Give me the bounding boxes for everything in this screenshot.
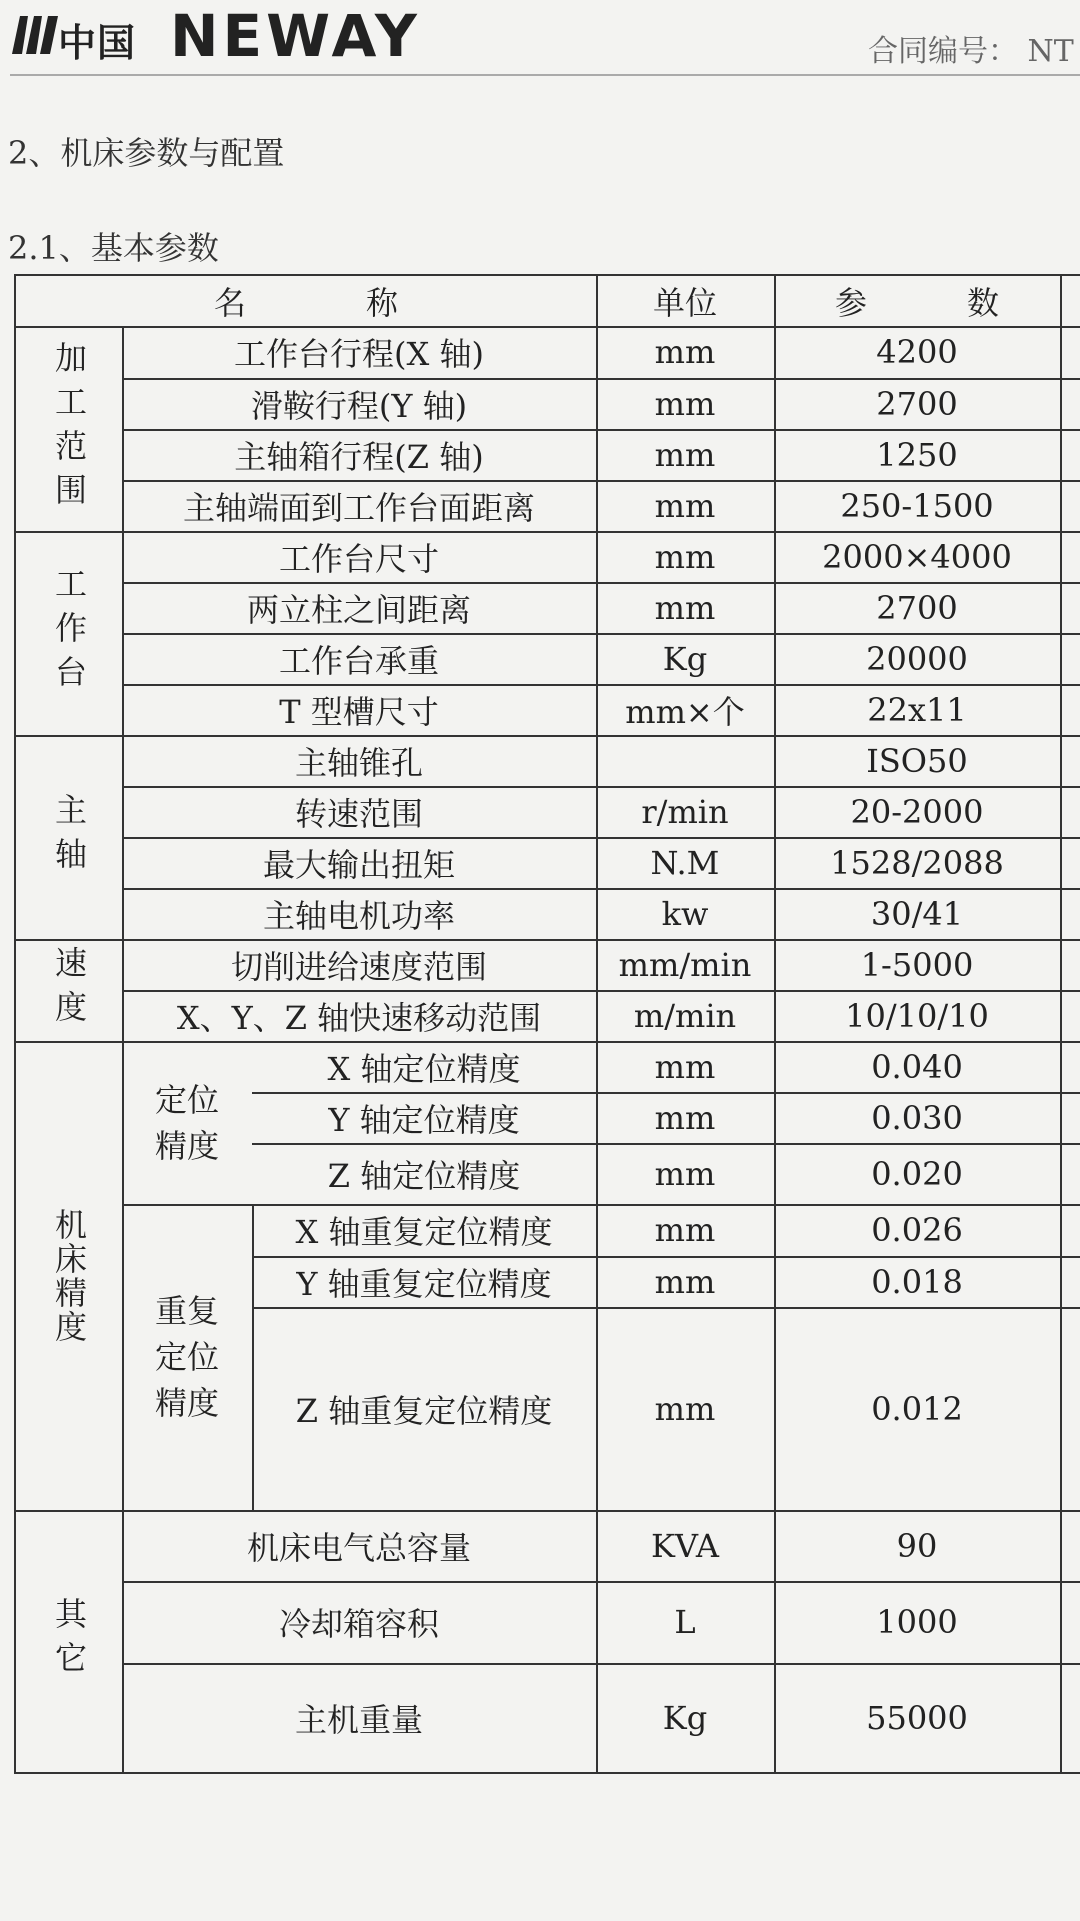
header-divider [10,74,1080,76]
row-unit: mm [654,1047,716,1086]
row-value: 90 [896,1526,938,1565]
subgroup-label: 重复 定位 精度 [154,1292,219,1422]
row-name: Z 轴定位精度 [327,1156,521,1195]
row-value: 1528/2088 [830,843,1004,882]
group-label: 其它 [50,1597,88,1685]
neway-logo-icon [12,14,60,56]
row-name: 工作台承重 [278,641,439,680]
subgroup-label: 定位 精度 [154,1080,219,1165]
group-label: 机床精度 [50,1207,88,1344]
row-value: 55000 [866,1698,968,1737]
row-value: 1250 [876,435,958,474]
row-name: Y 轴重复定位精度 [296,1264,552,1303]
row-name: 主轴电机功率 [262,896,455,935]
header-unit: 单位 [652,284,717,322]
row-value: 22x11 [867,690,967,729]
header-param: 参 数 [834,284,1000,322]
row-name: 机床电气总容量 [246,1528,471,1567]
row-name: Y 轴定位精度 [328,1100,520,1139]
row-value: ISO50 [866,741,968,780]
row-value: 30/41 [870,894,964,933]
row-value: 20-2000 [850,792,984,831]
row-name: Z 轴重复定位精度 [295,1391,553,1430]
row-name: 两立柱之间距离 [246,590,471,629]
row-value: 2700 [876,588,958,627]
row-name: 工作台尺寸 [278,539,439,578]
row-unit: mm [654,435,716,474]
row-name: X 轴定位精度 [327,1049,521,1088]
row-unit: mm×个 [625,692,745,731]
row-unit: r/min [641,792,729,831]
row-name: 冷却箱容积 [278,1605,439,1643]
row-unit: mm [654,384,716,423]
row-value: 0.040 [871,1047,963,1086]
row-name: 最大输出扭矩 [262,845,455,884]
group-label: 主轴 [50,793,88,881]
row-name: 主轴端面到工作台面距离 [182,488,535,527]
row-name: X 轴重复定位精度 [295,1213,553,1251]
row-name: 转速范围 [294,794,423,833]
group-label: 工作台 [50,567,88,699]
row-unit: Kg [662,1698,708,1737]
row-unit [596,735,774,786]
row-value: 250-1500 [840,486,994,525]
row-value: 1000 [876,1603,958,1641]
row-unit: mm/min [618,945,752,984]
group-label: 速度 [50,946,88,1034]
logo-chinese-text: 中国 [58,21,137,65]
row-value: 0.020 [871,1154,963,1193]
row-unit: Kg [662,639,708,678]
contract-number: 合同编号： NT [868,34,1074,69]
group-label: 加工范围 [50,340,88,517]
row-name: 主轴箱行程(Z 轴) [234,437,484,476]
document-header [0,0,1080,80]
row-name: X、Y、Z 轴快速移动范围 [176,998,542,1037]
row-value: 2700 [876,384,958,423]
row-unit: mm [654,1389,716,1428]
parameter-table [14,274,1080,1774]
row-value: 2000×4000 [822,537,1012,576]
row-unit: L [674,1603,696,1641]
logo-english-text: NEWAY [170,2,421,70]
row-value: 0.026 [871,1211,963,1249]
row-name: T 型槽尺寸 [279,692,439,731]
row-value: 0.018 [871,1262,963,1301]
row-unit: mm [654,588,716,627]
row-unit: KVA [651,1526,719,1565]
row-name: 切削进给速度范围 [230,947,487,986]
row-unit: kw [661,894,709,933]
row-unit: mm [654,537,716,576]
row-unit: mm [654,1211,716,1249]
subsection-title: 2.1、基本参数 [8,229,219,267]
row-name: 工作台行程(X 轴) [234,335,484,373]
row-value: 1-5000 [860,945,974,984]
row-unit: mm [654,486,716,525]
row-unit: mm [654,1262,716,1301]
section-title: 2、机床参数与配置 [8,134,285,172]
row-value: 10/10/10 [845,996,989,1035]
row-unit: m/min [633,996,737,1035]
row-value: 4200 [876,333,958,371]
row-name: 滑鞍行程(Y 轴) [250,386,468,425]
row-unit: mm [654,1098,716,1137]
row-value: 20000 [866,639,968,678]
row-unit: N.M [650,843,720,882]
row-name: 主轴锥孔 [294,743,423,782]
row-unit: mm [654,333,716,371]
row-name: 主机重量 [294,1700,423,1739]
header-name: 名 称 [213,284,399,322]
row-value: 0.030 [871,1098,963,1137]
row-value: 0.012 [871,1389,963,1428]
row-unit: mm [654,1154,716,1193]
